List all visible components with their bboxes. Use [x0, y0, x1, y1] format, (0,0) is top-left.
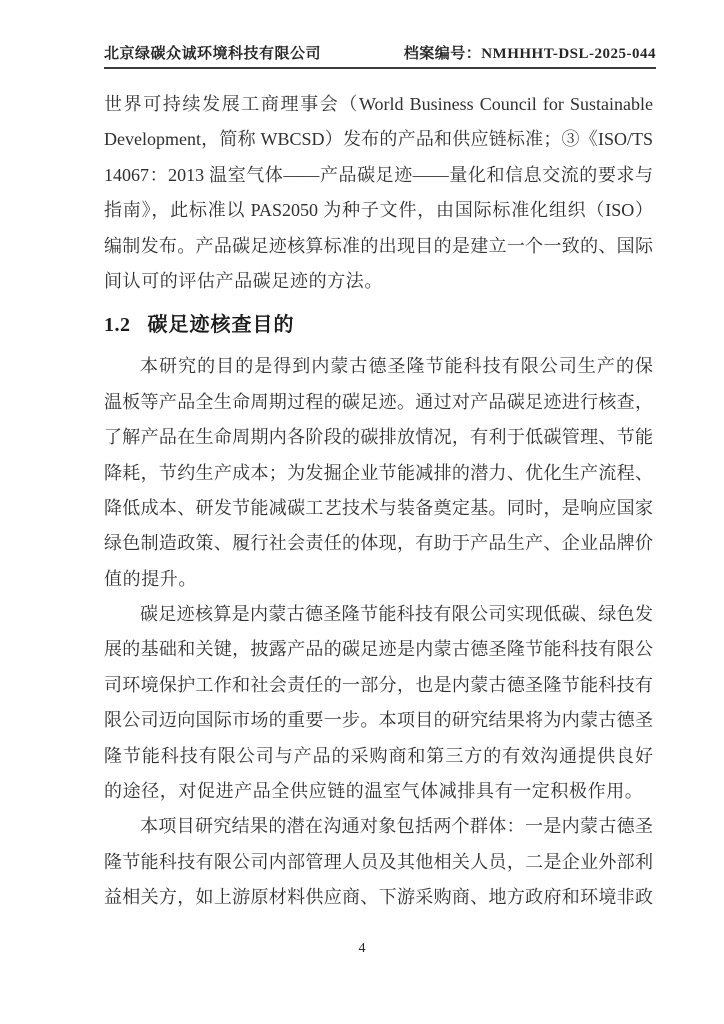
text-line: 14067：2013 温室气体——产品碳足迹——量化和信息交流的要求与 — [104, 164, 653, 185]
paragraph-verification-purpose — [104, 349, 653, 597]
text-line: 降低成本、研发节能减碳工艺技术与装备奠定基。同时，是响应国家 — [104, 497, 653, 518]
text-line: Development，简称 WBCSD）发布的产品和供应链标准；③《ISO/TS — [104, 129, 653, 150]
page-footer — [0, 941, 724, 957]
text-line: 世界可持续发展工商理事会（World Business Council for Sustainable — [104, 94, 653, 114]
text-line: 间认可的评估产品碳足迹的方法。 — [104, 270, 383, 291]
text-line: 益相关方，如上游原材料供应商、下游采购商、地方政府和环境非政 — [104, 887, 653, 908]
paragraph-communication-audience — [104, 809, 653, 915]
text-line: 降耗，节约生产成本；为发掘企业节能减排的潜力、优化生产流程、 — [104, 462, 653, 483]
text-line: 限公司迈向国际市场的重要一步。本项目的研究结果将为内蒙古德圣 — [104, 710, 653, 731]
paragraph-standards-continued — [104, 87, 653, 299]
text-line: 温板等产品全生命周期过程的碳足迹。通过对产品碳足迹进行核查， — [104, 391, 653, 412]
text-line: 值的提升。 — [104, 568, 197, 589]
text-line: 本研究的目的是得到内蒙古德圣隆节能科技有限公司生产的保 — [140, 356, 653, 377]
header-company-name: 北京绿碳众诚环境科技有限公司 — [104, 46, 322, 62]
text-line: 隆节能科技有限公司与产品的采购商和第三方的有效沟通提供良好 — [104, 745, 653, 766]
text-line: 司环境保护工作和社会责任的一部分，也是内蒙古德圣隆节能科技有 — [104, 674, 653, 695]
section-title: 碳足迹核查目的 — [147, 314, 295, 337]
header-doc-number: 档案编号：NMHHHT-DSL-2025-044 — [403, 46, 656, 62]
text-line: 绿色制造政策、履行社会责任的体现，有助于产品生产、企业品牌价 — [104, 533, 653, 554]
page-header — [104, 46, 656, 69]
text-line: 了解产品在生命周期内各阶段的碳排放情况，有利于低碳管理、节能 — [104, 427, 653, 448]
text-line: 隆节能科技有限公司内部管理人员及其他相关人员，二是企业外部利 — [104, 851, 653, 872]
text-line: 编制发布。产品碳足迹核算标准的出现目的是建立一个一致的、国际 — [104, 235, 653, 256]
paragraph-significance — [104, 597, 653, 809]
document-body — [104, 87, 653, 916]
text-line: 的途径，对促进产品全供应链的温室气体减排具有一定积极作用。 — [104, 781, 644, 802]
page-number: 4 — [358, 941, 366, 956]
section-number: 1.2 — [104, 314, 131, 337]
text-line: 指南》，此标准以 PAS2050 为种子文件，由国际标准化组织（ISO） — [104, 200, 653, 221]
section-heading-1-2 — [104, 311, 653, 339]
text-line: 碳足迹核算是内蒙古德圣隆节能科技有限公司实现低碳、绿色发 — [140, 604, 653, 625]
text-line: 本项目研究结果的潜在沟通对象包括两个群体：一是内蒙古德圣 — [140, 816, 653, 837]
text-line: 展的基础和关键，披露产品的碳足迹是内蒙古德圣隆节能科技有限公 — [104, 639, 653, 660]
